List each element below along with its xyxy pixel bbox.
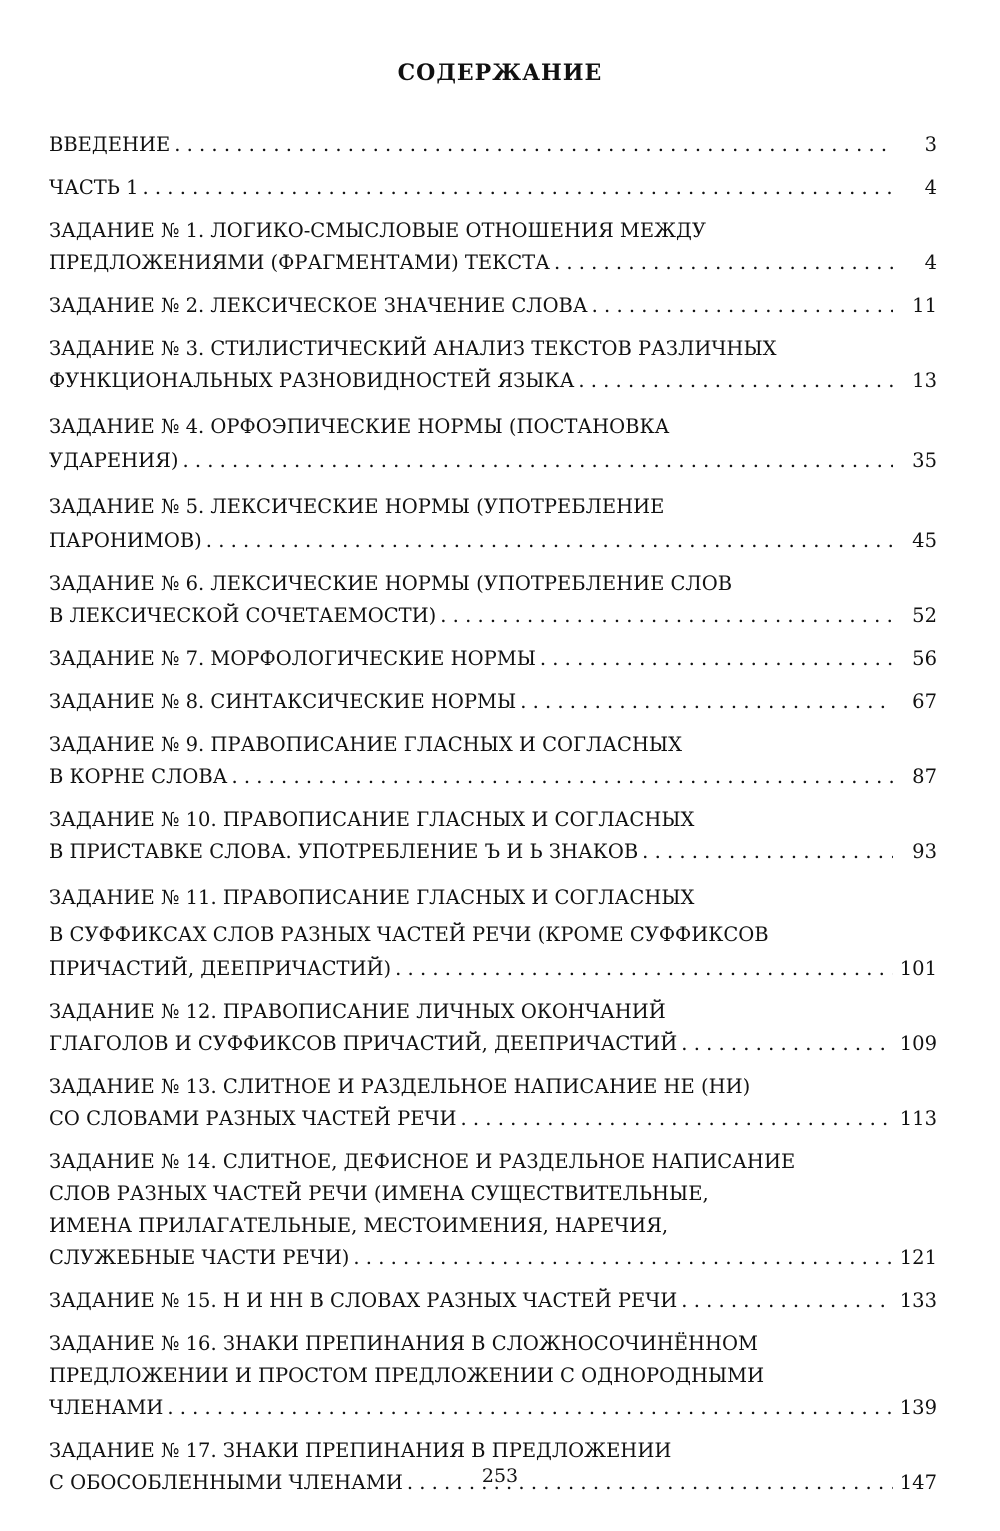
toc-entry-line: ЗАДАНИЕ № 3. СТИЛИСТИЧЕСКИЙ АНАЛИЗ ТЕКСТОВ РАЗЛИЧНЫХ — [49, 337, 777, 360]
toc-page-number: 113 — [899, 1107, 937, 1130]
toc-entry[interactable] — [49, 879, 937, 985]
toc-entry-line: ЗАДАНИЕ № 13. СЛИТНОЕ И РАЗДЕЛЬНОЕ НАПИСАНИЕ НЕ (НИ) — [49, 1075, 751, 1098]
page-number: 253 — [481, 1465, 519, 1487]
toc-entry[interactable] — [49, 215, 937, 279]
toc-entry-last-line — [49, 600, 937, 632]
toc-entry-line: ЧАСТЬ 1 — [49, 176, 139, 199]
toc-entry[interactable] — [49, 643, 937, 675]
toc-page-number: 4 — [924, 251, 937, 274]
dot-leader — [143, 172, 893, 204]
dot-leader — [395, 953, 893, 985]
toc-entry-line: ЧЛЕНАМИ — [49, 1396, 164, 1419]
toc-entry-line: ФУНКЦИОНАЛЬНЫХ РАЗНОВИДНОСТЕЙ ЯЗЫКА — [49, 369, 575, 392]
toc-entry[interactable] — [49, 1146, 937, 1274]
dot-leader — [461, 1103, 893, 1135]
toc-entry-line: УДАРЕНИЯ) — [49, 449, 179, 472]
toc-entry-last-line — [49, 686, 937, 718]
toc-entry-line: ЗАДАНИЕ № 1. ЛОГИКО-СМЫСЛОВЫЕ ОТНОШЕНИЯ МЕЖДУ — [49, 219, 706, 242]
toc-entry-line: В СУФФИКСАХ СЛОВ РАЗНЫХ ЧАСТЕЙ РЕЧИ (КРОМЕ СУФФИКСОВ — [49, 923, 769, 946]
toc-entry[interactable] — [49, 686, 937, 718]
toc-page-number: 101 — [899, 957, 937, 980]
toc-page-number: 52 — [912, 604, 937, 627]
toc-entry-line: В ПРИСТАВКЕ СЛОВА. УПОТРЕБЛЕНИЕ Ъ И Ь ЗНАКОВ — [49, 840, 639, 863]
toc-entry-line: С ОБОСОБЛЕННЫМИ ЧЛЕНАМИ — [49, 1471, 403, 1494]
toc-entry-line: В КОРНЕ СЛОВА — [49, 765, 228, 788]
toc-entry-last-line — [49, 129, 937, 161]
toc-entry[interactable] — [49, 996, 937, 1060]
toc-entry-line: ЗАДАНИЕ № 17. ЗНАКИ ПРЕПИНАНИЯ В ПРЕДЛОЖЕНИИ — [49, 1439, 672, 1462]
toc-entry-last-line — [49, 445, 937, 477]
toc-entry-line: ПРЕДЛОЖЕНИЯМИ (ФРАГМЕНТАМИ) ТЕКСТА — [49, 251, 550, 274]
toc-entry-line: ЗАДАНИЕ № 12. ПРАВОПИСАНИЕ ЛИЧНЫХ ОКОНЧАНИЙ — [49, 1000, 666, 1023]
dot-leader — [578, 365, 893, 397]
toc-entry-last-line — [49, 365, 937, 397]
toc-entry-line: ЗАДАНИЕ № 11. ПРАВОПИСАНИЕ ГЛАСНЫХ И СОГЛАСНЫХ — [49, 886, 695, 909]
dot-leader — [681, 1028, 893, 1060]
toc-entry-last-line — [49, 1392, 937, 1424]
toc-entry-last-line — [49, 1285, 937, 1317]
toc-entry-last-line — [49, 1242, 937, 1274]
toc-entry-line: ЗАДАНИЕ № 2. ЛЕКСИЧЕСКОЕ ЗНАЧЕНИЕ СЛОВА — [49, 294, 588, 317]
toc-page-number: 3 — [924, 133, 937, 156]
toc-entry-line: ВВЕДЕНИЕ — [49, 133, 171, 156]
toc-entry[interactable] — [49, 1328, 937, 1424]
toc-entry[interactable] — [49, 172, 937, 204]
dot-leader — [520, 686, 893, 718]
toc-entry-last-line — [49, 247, 937, 279]
toc-entry[interactable] — [49, 333, 937, 397]
toc-entry-line: ПРЕДЛОЖЕНИИ И ПРОСТОМ ПРЕДЛОЖЕНИИ С ОДНОРОДНЫМИ — [49, 1364, 765, 1387]
toc-page-number: 139 — [899, 1396, 937, 1419]
dot-leader — [174, 129, 893, 161]
toc-entry[interactable] — [49, 129, 937, 161]
toc-entry-line: ЗАДАНИЕ № 8. СИНТАКСИЧЕСКИЕ НОРМЫ — [49, 690, 517, 713]
toc-entry-line: ЗАДАНИЕ № 5. ЛЕКСИЧЕСКИЕ НОРМЫ (УПОТРЕБЛЕНИЕ — [49, 495, 665, 518]
dot-leader — [681, 1285, 893, 1317]
toc-entry[interactable] — [49, 290, 937, 322]
toc-entry[interactable] — [49, 1071, 937, 1135]
toc-entry-last-line — [49, 172, 937, 204]
toc-entry[interactable] — [49, 804, 937, 868]
toc-entry-line: ИМЕНА ПРИЛАГАТЕЛЬНЫЕ, МЕСТОИМЕНИЯ, НАРЕЧИЯ, — [49, 1214, 669, 1237]
toc-entry-line: ЗАДАНИЕ № 9. ПРАВОПИСАНИЕ ГЛАСНЫХ И СОГЛАСНЫХ — [49, 733, 682, 756]
toc-page-number: 4 — [924, 176, 937, 199]
toc-page-number: 11 — [912, 294, 937, 317]
table-of-contents — [49, 129, 937, 1510]
page-title: СОДЕРЖАНИЕ — [397, 60, 603, 86]
toc-entry[interactable] — [49, 488, 937, 557]
toc-entry-line: ЗАДАНИЕ № 6. ЛЕКСИЧЕСКИЕ НОРМЫ (УПОТРЕБЛЕНИЕ СЛОВ — [49, 572, 733, 595]
dot-leader — [231, 761, 893, 793]
toc-entry-line: СО СЛОВАМИ РАЗНЫХ ЧАСТЕЙ РЕЧИ — [49, 1107, 457, 1130]
toc-entry-last-line — [49, 643, 937, 675]
toc-entry-line: ЗАДАНИЕ № 15. Н И НН В СЛОВАХ РАЗНЫХ ЧАСТЕЙ РЕЧИ — [49, 1289, 678, 1312]
dot-leader — [440, 600, 893, 632]
toc-entry-line: ЗАДАНИЕ № 16. ЗНАКИ ПРЕПИНАНИЯ В СЛОЖНОСОЧИНЁННОМ — [49, 1332, 758, 1355]
dot-leader — [167, 1392, 893, 1424]
dot-leader — [540, 643, 893, 675]
toc-page-number: 109 — [899, 1032, 937, 1055]
dot-leader — [554, 247, 893, 279]
toc-entry[interactable] — [49, 729, 937, 793]
toc-page-number: 13 — [912, 369, 937, 392]
toc-page-number: 147 — [899, 1471, 937, 1494]
toc-entry-line: ГЛАГОЛОВ И СУФФИКСОВ ПРИЧАСТИЙ, ДЕЕПРИЧАСТИЙ — [49, 1032, 678, 1055]
toc-page-number: 56 — [912, 647, 937, 670]
dot-leader — [592, 290, 893, 322]
toc-entry-line: В ЛЕКСИЧЕСКОЙ СОЧЕТАЕМОСТИ) — [49, 604, 437, 627]
toc-entry-line: ЗАДАНИЕ № 7. МОРФОЛОГИЧЕСКИЕ НОРМЫ — [49, 647, 536, 670]
toc-entry-last-line — [49, 761, 937, 793]
toc-page-number: 87 — [912, 765, 937, 788]
toc-page-number: 121 — [899, 1246, 937, 1269]
toc-entry-line: ПАРОНИМОВ) — [49, 529, 202, 552]
toc-entry-last-line — [49, 525, 937, 557]
toc-entry[interactable] — [49, 1285, 937, 1317]
toc-entry-line: СЛОВ РАЗНЫХ ЧАСТЕЙ РЕЧИ (ИМЕНА СУЩЕСТВИТЕЛЬНЫЕ, — [49, 1182, 709, 1205]
dot-leader — [206, 525, 893, 557]
dot-leader — [642, 836, 893, 868]
toc-entry-last-line — [49, 836, 937, 868]
toc-page-number: 67 — [912, 690, 937, 713]
toc-entry-line: ЗАДАНИЕ № 14. СЛИТНОЕ, ДЕФИСНОЕ И РАЗДЕЛЬНОЕ НАПИСАНИЕ — [49, 1150, 796, 1173]
toc-entry-last-line — [49, 1028, 937, 1060]
toc-entry-last-line — [49, 1103, 937, 1135]
toc-entry-line: ЗАДАНИЕ № 10. ПРАВОПИСАНИЕ ГЛАСНЫХ И СОГЛАСНЫХ — [49, 808, 695, 831]
toc-page-number: 93 — [912, 840, 937, 863]
toc-entry-last-line — [49, 953, 937, 985]
dot-leader — [353, 1242, 893, 1274]
toc-page-number: 35 — [912, 449, 937, 472]
toc-entry-line: СЛУЖЕБНЫЕ ЧАСТИ РЕЧИ) — [49, 1246, 350, 1269]
toc-page-number: 45 — [912, 529, 937, 552]
toc-entry-line: ПРИЧАСТИЙ, ДЕЕПРИЧАСТИЙ) — [49, 957, 392, 980]
toc-entry-last-line — [49, 290, 937, 322]
toc-entry-line: ЗАДАНИЕ № 4. ОРФОЭПИЧЕСКИЕ НОРМЫ (ПОСТАНОВКА — [49, 415, 670, 438]
toc-page-number: 133 — [899, 1289, 937, 1312]
toc-entry[interactable] — [49, 408, 937, 477]
toc-entry[interactable] — [49, 568, 937, 632]
dot-leader — [182, 445, 893, 477]
